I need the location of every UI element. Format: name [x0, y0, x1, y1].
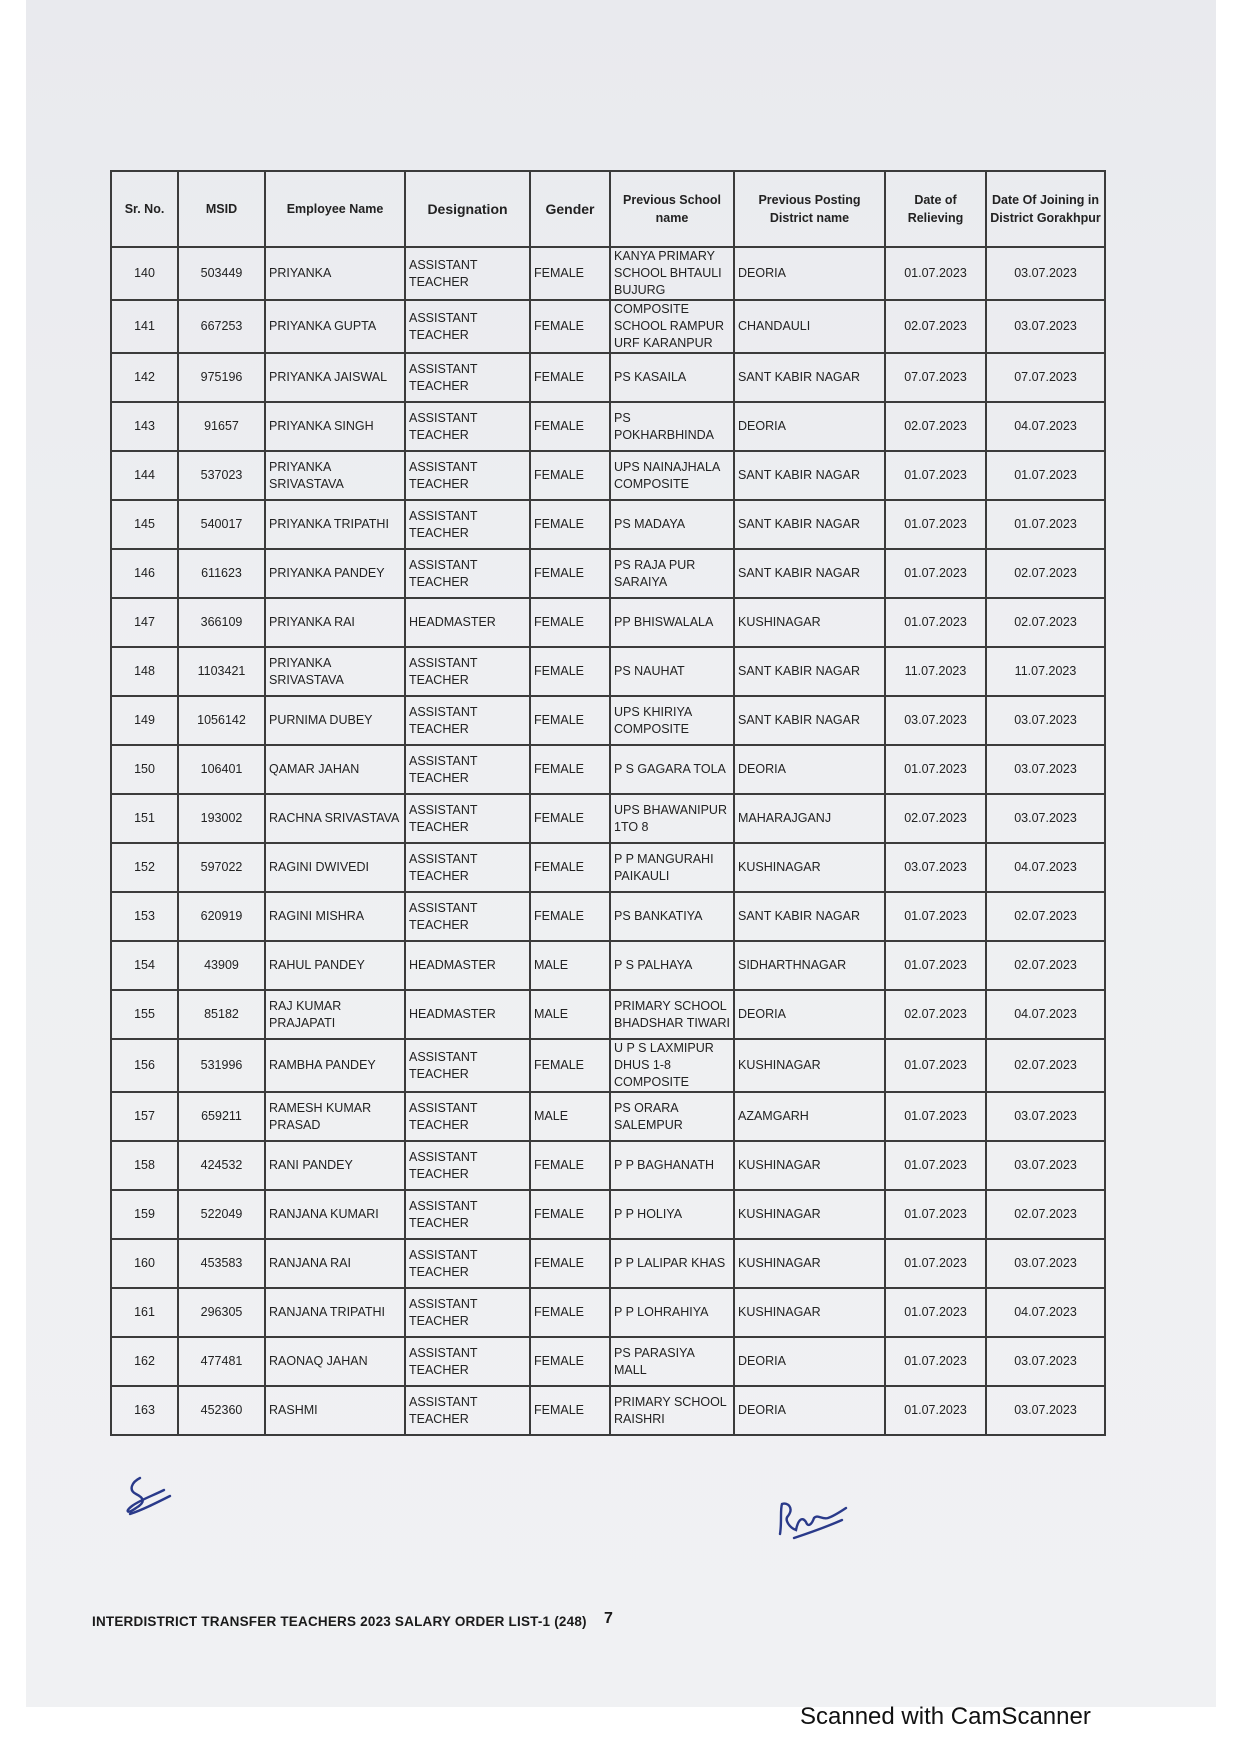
cell-date-relieving: 01.07.2023: [885, 1337, 986, 1386]
cell-msid: 503449: [178, 247, 265, 300]
cell-employee-name: PRIYANKA GUPTA: [265, 300, 405, 353]
header-msid: MSID: [178, 171, 265, 247]
cell-designation: ASSISTANT TEACHER: [405, 1239, 530, 1288]
cell-msid: 975196: [178, 353, 265, 402]
cell-date-joining: 04.07.2023: [986, 1288, 1105, 1337]
cell-designation: ASSISTANT TEACHER: [405, 1190, 530, 1239]
cell-sr-no: 156: [111, 1039, 178, 1092]
cell-date-relieving: 02.07.2023: [885, 402, 986, 451]
cell-msid: 611623: [178, 549, 265, 598]
cell-previous-district: SANT KABIR NAGAR: [734, 451, 885, 500]
cell-date-joining: 03.07.2023: [986, 696, 1105, 745]
table-row: [111, 745, 1105, 794]
cell-previous-district: KUSHINAGAR: [734, 598, 885, 647]
cell-gender: FEMALE: [530, 247, 610, 300]
cell-sr-no: 159: [111, 1190, 178, 1239]
cell-previous-school: UPS KHIRIYA COMPOSITE: [610, 696, 734, 745]
cell-gender: FEMALE: [530, 647, 610, 696]
cell-date-relieving: 01.07.2023: [885, 1239, 986, 1288]
cell-designation: HEADMASTER: [405, 990, 530, 1039]
cell-msid: 667253: [178, 300, 265, 353]
table-row: [111, 647, 1105, 696]
cell-msid: 531996: [178, 1039, 265, 1092]
table-row: [111, 1386, 1105, 1435]
table-row: [111, 247, 1105, 300]
cell-gender: FEMALE: [530, 549, 610, 598]
cell-designation: ASSISTANT TEACHER: [405, 300, 530, 353]
cell-msid: 540017: [178, 500, 265, 549]
cell-designation: ASSISTANT TEACHER: [405, 647, 530, 696]
table-row: [111, 843, 1105, 892]
cell-msid: 477481: [178, 1337, 265, 1386]
cell-previous-school: PS BANKATIYA: [610, 892, 734, 941]
cell-gender: FEMALE: [530, 451, 610, 500]
table-row: [111, 353, 1105, 402]
table-row: [111, 696, 1105, 745]
cell-gender: FEMALE: [530, 300, 610, 353]
cell-sr-no: 155: [111, 990, 178, 1039]
cell-gender: FEMALE: [530, 1190, 610, 1239]
header-sr-no: Sr. No.: [111, 171, 178, 247]
table-row: [111, 451, 1105, 500]
cell-previous-school: P P HOLIYA: [610, 1190, 734, 1239]
cell-previous-district: SANT KABIR NAGAR: [734, 696, 885, 745]
cell-date-relieving: 01.07.2023: [885, 941, 986, 990]
cell-previous-district: DEORIA: [734, 247, 885, 300]
cell-previous-district: DEORIA: [734, 990, 885, 1039]
table-header-row: [111, 171, 1105, 247]
cell-employee-name: RAJ KUMAR PRAJAPATI: [265, 990, 405, 1039]
cell-previous-district: AZAMGARH: [734, 1092, 885, 1141]
cell-previous-district: KUSHINAGAR: [734, 1039, 885, 1092]
table-row: [111, 1288, 1105, 1337]
cell-employee-name: RAMBHA PANDEY: [265, 1039, 405, 1092]
cell-date-relieving: 01.07.2023: [885, 745, 986, 794]
cell-designation: ASSISTANT TEACHER: [405, 745, 530, 794]
cell-employee-name: RANJANA RAI: [265, 1239, 405, 1288]
right-signature: [772, 1494, 852, 1544]
cell-sr-no: 158: [111, 1141, 178, 1190]
cell-sr-no: 154: [111, 941, 178, 990]
table-row: [111, 1141, 1105, 1190]
cell-previous-district: SANT KABIR NAGAR: [734, 500, 885, 549]
table-row: [111, 794, 1105, 843]
cell-sr-no: 142: [111, 353, 178, 402]
cell-gender: FEMALE: [530, 892, 610, 941]
cell-sr-no: 160: [111, 1239, 178, 1288]
cell-date-relieving: 01.07.2023: [885, 892, 986, 941]
cell-date-relieving: 01.07.2023: [885, 549, 986, 598]
cell-employee-name: PRIYANKA RAI: [265, 598, 405, 647]
cell-date-joining: 03.07.2023: [986, 745, 1105, 794]
cell-gender: FEMALE: [530, 500, 610, 549]
cell-previous-school: UPS NAINAJHALA COMPOSITE: [610, 451, 734, 500]
cell-sr-no: 162: [111, 1337, 178, 1386]
cell-previous-school: PRIMARY SCHOOL BHADSHAR TIWARI: [610, 990, 734, 1039]
cell-date-joining: 02.07.2023: [986, 941, 1105, 990]
cell-gender: MALE: [530, 990, 610, 1039]
cell-previous-school: PS RAJA PUR SARAIYA: [610, 549, 734, 598]
cell-date-joining: 11.07.2023: [986, 647, 1105, 696]
table-row: [111, 1337, 1105, 1386]
cell-date-joining: 03.07.2023: [986, 300, 1105, 353]
cell-gender: FEMALE: [530, 1141, 610, 1190]
cell-sr-no: 157: [111, 1092, 178, 1141]
cell-previous-district: SANT KABIR NAGAR: [734, 353, 885, 402]
cell-date-relieving: 01.07.2023: [885, 598, 986, 647]
cell-date-joining: 03.07.2023: [986, 794, 1105, 843]
cell-previous-district: KUSHINAGAR: [734, 1239, 885, 1288]
cell-gender: MALE: [530, 941, 610, 990]
cell-gender: FEMALE: [530, 598, 610, 647]
transfer-table: [110, 170, 1106, 1436]
cell-sr-no: 144: [111, 451, 178, 500]
cell-designation: ASSISTANT TEACHER: [405, 1337, 530, 1386]
cell-previous-school: PS KASAILA: [610, 353, 734, 402]
cell-sr-no: 149: [111, 696, 178, 745]
cell-msid: 366109: [178, 598, 265, 647]
table-row: [111, 1239, 1105, 1288]
cell-sr-no: 152: [111, 843, 178, 892]
cell-date-joining: 03.07.2023: [986, 1141, 1105, 1190]
cell-date-joining: 03.07.2023: [986, 247, 1105, 300]
cell-date-joining: 03.07.2023: [986, 1092, 1105, 1141]
cell-employee-name: PRIYANKA SINGH: [265, 402, 405, 451]
header-date-joining: Date Of Joining in District Gorakhpur: [986, 171, 1105, 247]
cell-date-joining: 03.07.2023: [986, 1386, 1105, 1435]
table-row: [111, 941, 1105, 990]
cell-msid: 537023: [178, 451, 265, 500]
cell-previous-district: SANT KABIR NAGAR: [734, 892, 885, 941]
cell-msid: 193002: [178, 794, 265, 843]
cell-previous-school: PS MADAYA: [610, 500, 734, 549]
cell-previous-district: CHANDAULI: [734, 300, 885, 353]
cell-previous-school: P P BAGHANATH: [610, 1141, 734, 1190]
cell-date-relieving: 11.07.2023: [885, 647, 986, 696]
cell-gender: FEMALE: [530, 745, 610, 794]
cell-previous-school: U P S LAXMIPUR DHUS 1-8 COMPOSITE: [610, 1039, 734, 1092]
cell-date-joining: 02.07.2023: [986, 1039, 1105, 1092]
cell-sr-no: 151: [111, 794, 178, 843]
cell-designation: ASSISTANT TEACHER: [405, 549, 530, 598]
table-row: [111, 1092, 1105, 1141]
cell-sr-no: 153: [111, 892, 178, 941]
table-row: [111, 1190, 1105, 1239]
cell-employee-name: RAGINI MISHRA: [265, 892, 405, 941]
cell-date-joining: 04.07.2023: [986, 402, 1105, 451]
cell-previous-district: KUSHINAGAR: [734, 843, 885, 892]
cell-sr-no: 146: [111, 549, 178, 598]
cell-msid: 453583: [178, 1239, 265, 1288]
scanner-watermark: Scanned with CamScanner: [800, 1703, 1091, 1730]
cell-date-joining: 04.07.2023: [986, 990, 1105, 1039]
cell-gender: FEMALE: [530, 1239, 610, 1288]
cell-sr-no: 163: [111, 1386, 178, 1435]
cell-previous-district: DEORIA: [734, 1386, 885, 1435]
cell-employee-name: RASHMI: [265, 1386, 405, 1435]
cell-employee-name: RAHUL PANDEY: [265, 941, 405, 990]
cell-date-relieving: 02.07.2023: [885, 990, 986, 1039]
cell-previous-district: DEORIA: [734, 745, 885, 794]
cell-gender: FEMALE: [530, 1288, 610, 1337]
cell-msid: 85182: [178, 990, 265, 1039]
cell-date-joining: 02.07.2023: [986, 892, 1105, 941]
cell-previous-school: PP BHISWALALA: [610, 598, 734, 647]
cell-employee-name: QAMAR JAHAN: [265, 745, 405, 794]
cell-designation: ASSISTANT TEACHER: [405, 1141, 530, 1190]
cell-designation: ASSISTANT TEACHER: [405, 247, 530, 300]
cell-designation: HEADMASTER: [405, 941, 530, 990]
cell-sr-no: 147: [111, 598, 178, 647]
header-date-relieving: Date of Relieving: [885, 171, 986, 247]
cell-previous-district: MAHARAJGANJ: [734, 794, 885, 843]
cell-date-joining: 04.07.2023: [986, 843, 1105, 892]
cell-employee-name: RAGINI DWIVEDI: [265, 843, 405, 892]
table-row: [111, 598, 1105, 647]
cell-employee-name: RANJANA TRIPATHI: [265, 1288, 405, 1337]
cell-employee-name: PRIYANKA: [265, 247, 405, 300]
cell-msid: 296305: [178, 1288, 265, 1337]
header-employee-name: Employee Name: [265, 171, 405, 247]
cell-date-joining: 02.07.2023: [986, 1190, 1105, 1239]
cell-previous-district: SIDHARTHNAGAR: [734, 941, 885, 990]
cell-date-relieving: 03.07.2023: [885, 843, 986, 892]
cell-sr-no: 141: [111, 300, 178, 353]
cell-designation: ASSISTANT TEACHER: [405, 1288, 530, 1337]
cell-gender: FEMALE: [530, 696, 610, 745]
cell-designation: ASSISTANT TEACHER: [405, 696, 530, 745]
cell-previous-school: COMPOSITE SCHOOL RAMPUR URF KARANPUR: [610, 300, 734, 353]
cell-date-joining: 02.07.2023: [986, 598, 1105, 647]
cell-date-relieving: 02.07.2023: [885, 794, 986, 843]
cell-gender: FEMALE: [530, 1039, 610, 1092]
cell-date-relieving: 01.07.2023: [885, 1288, 986, 1337]
cell-previous-district: KUSHINAGAR: [734, 1190, 885, 1239]
cell-previous-district: DEORIA: [734, 402, 885, 451]
header-designation: Designation: [405, 171, 530, 247]
cell-msid: 91657: [178, 402, 265, 451]
cell-employee-name: RAONAQ JAHAN: [265, 1337, 405, 1386]
cell-employee-name: PRIYANKA JAISWAL: [265, 353, 405, 402]
table-row: [111, 892, 1105, 941]
cell-previous-school: KANYA PRIMARY SCHOOL BHTAULI BUJURG: [610, 247, 734, 300]
table-row: [111, 500, 1105, 549]
cell-previous-school: P P LOHRAHIYA: [610, 1288, 734, 1337]
table-row: [111, 990, 1105, 1039]
cell-msid: 620919: [178, 892, 265, 941]
cell-gender: FEMALE: [530, 353, 610, 402]
cell-msid: 106401: [178, 745, 265, 794]
cell-employee-name: PRIYANKA SRIVASTAVA: [265, 647, 405, 696]
cell-previous-school: PS POKHARBHINDA: [610, 402, 734, 451]
cell-sr-no: 148: [111, 647, 178, 696]
cell-designation: ASSISTANT TEACHER: [405, 353, 530, 402]
cell-designation: ASSISTANT TEACHER: [405, 1386, 530, 1435]
cell-date-joining: 01.07.2023: [986, 500, 1105, 549]
cell-previous-district: SANT KABIR NAGAR: [734, 549, 885, 598]
cell-previous-district: DEORIA: [734, 1337, 885, 1386]
table-row: [111, 1039, 1105, 1092]
cell-msid: 452360: [178, 1386, 265, 1435]
cell-gender: FEMALE: [530, 1337, 610, 1386]
cell-sr-no: 145: [111, 500, 178, 549]
header-gender: Gender: [530, 171, 610, 247]
cell-date-relieving: 02.07.2023: [885, 300, 986, 353]
table-row: [111, 402, 1105, 451]
cell-employee-name: PRIYANKA TRIPATHI: [265, 500, 405, 549]
cell-designation: ASSISTANT TEACHER: [405, 402, 530, 451]
cell-employee-name: RANJANA KUMARI: [265, 1190, 405, 1239]
cell-designation: ASSISTANT TEACHER: [405, 1092, 530, 1141]
header-previous-school: Previous School name: [610, 171, 734, 247]
cell-designation: ASSISTANT TEACHER: [405, 1039, 530, 1092]
cell-previous-school: PS NAUHAT: [610, 647, 734, 696]
cell-sr-no: 161: [111, 1288, 178, 1337]
cell-previous-school: PS PARASIYA MALL: [610, 1337, 734, 1386]
cell-previous-school: P S GAGARA TOLA: [610, 745, 734, 794]
cell-previous-school: P P MANGURAHI PAIKAULI: [610, 843, 734, 892]
cell-employee-name: RACHNA SRIVASTAVA: [265, 794, 405, 843]
cell-employee-name: PRIYANKA SRIVASTAVA: [265, 451, 405, 500]
cell-msid: 1103421: [178, 647, 265, 696]
cell-date-relieving: 03.07.2023: [885, 696, 986, 745]
cell-msid: 522049: [178, 1190, 265, 1239]
cell-previous-district: SANT KABIR NAGAR: [734, 647, 885, 696]
cell-msid: 597022: [178, 843, 265, 892]
cell-previous-district: KUSHINAGAR: [734, 1141, 885, 1190]
header-previous-district: Previous Posting District name: [734, 171, 885, 247]
cell-employee-name: PURNIMA DUBEY: [265, 696, 405, 745]
cell-sr-no: 140: [111, 247, 178, 300]
cell-sr-no: 143: [111, 402, 178, 451]
cell-previous-school: PS ORARA SALEMPUR: [610, 1092, 734, 1141]
cell-gender: FEMALE: [530, 794, 610, 843]
cell-previous-district: KUSHINAGAR: [734, 1288, 885, 1337]
cell-employee-name: PRIYANKA PANDEY: [265, 549, 405, 598]
cell-gender: FEMALE: [530, 843, 610, 892]
cell-date-relieving: 01.07.2023: [885, 1190, 986, 1239]
cell-date-relieving: 01.07.2023: [885, 451, 986, 500]
cell-gender: MALE: [530, 1092, 610, 1141]
cell-date-relieving: 07.07.2023: [885, 353, 986, 402]
cell-date-joining: 07.07.2023: [986, 353, 1105, 402]
footer-title: INTERDISTRICT TRANSFER TEACHERS 2023 SALARY ORDER LIST-1 (248): [92, 1614, 587, 1629]
cell-date-joining: 03.07.2023: [986, 1337, 1105, 1386]
cell-date-relieving: 01.07.2023: [885, 1092, 986, 1141]
cell-gender: FEMALE: [530, 402, 610, 451]
cell-designation: ASSISTANT TEACHER: [405, 892, 530, 941]
cell-designation: HEADMASTER: [405, 598, 530, 647]
cell-designation: ASSISTANT TEACHER: [405, 843, 530, 892]
cell-designation: ASSISTANT TEACHER: [405, 451, 530, 500]
left-signature: [118, 1470, 188, 1520]
cell-previous-school: PRIMARY SCHOOL RAISHRI: [610, 1386, 734, 1435]
cell-date-relieving: 01.07.2023: [885, 500, 986, 549]
cell-designation: ASSISTANT TEACHER: [405, 794, 530, 843]
cell-msid: 424532: [178, 1141, 265, 1190]
page-number: 7: [604, 1610, 613, 1627]
cell-date-relieving: 01.07.2023: [885, 1039, 986, 1092]
cell-msid: 659211: [178, 1092, 265, 1141]
cell-previous-school: P P LALIPAR KHAS: [610, 1239, 734, 1288]
cell-employee-name: RAMESH KUMAR PRASAD: [265, 1092, 405, 1141]
cell-date-joining: 02.07.2023: [986, 549, 1105, 598]
cell-date-relieving: 01.07.2023: [885, 1386, 986, 1435]
cell-date-relieving: 01.07.2023: [885, 1141, 986, 1190]
cell-previous-school: UPS BHAWANIPUR 1TO 8: [610, 794, 734, 843]
table-row: [111, 549, 1105, 598]
cell-employee-name: RANI PANDEY: [265, 1141, 405, 1190]
table-row: [111, 300, 1105, 353]
cell-sr-no: 150: [111, 745, 178, 794]
cell-msid: 1056142: [178, 696, 265, 745]
cell-date-joining: 01.07.2023: [986, 451, 1105, 500]
cell-designation: ASSISTANT TEACHER: [405, 500, 530, 549]
cell-gender: FEMALE: [530, 1386, 610, 1435]
cell-previous-school: P S PALHAYA: [610, 941, 734, 990]
cell-date-joining: 03.07.2023: [986, 1239, 1105, 1288]
cell-msid: 43909: [178, 941, 265, 990]
cell-date-relieving: 01.07.2023: [885, 247, 986, 300]
